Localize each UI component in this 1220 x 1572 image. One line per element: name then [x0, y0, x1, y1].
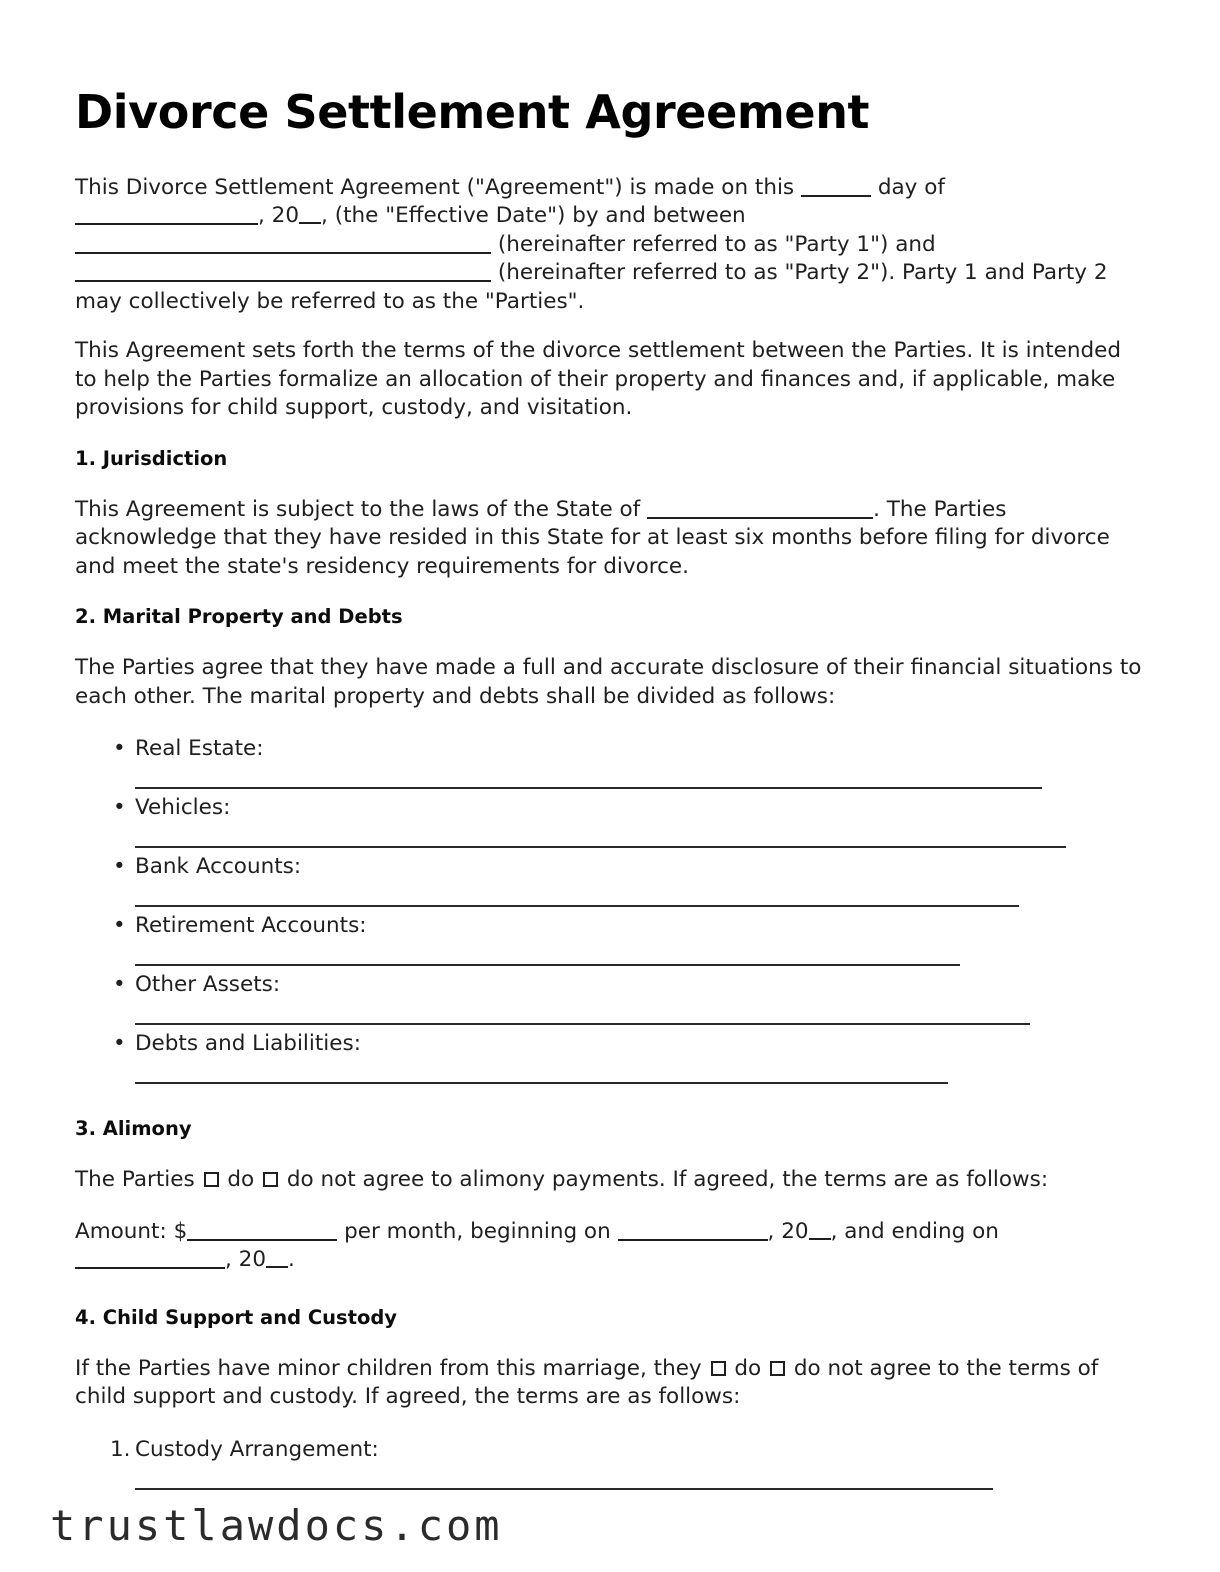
intro-text-c: , 20 — [258, 203, 300, 229]
list-item — [75, 970, 1145, 1025]
child-support-do-not-checkbox[interactable] — [770, 1361, 785, 1376]
alimony-amount-line — [75, 1218, 1145, 1275]
other-assets-blank[interactable] — [135, 1023, 1030, 1025]
jurisdiction-text-b: . The Parties acknowledge that they have resided in this State for at least six months before filing for divorce and meet the state's residency requirements for divorce. — [75, 496, 1110, 579]
section-body-alimony — [75, 1166, 1145, 1195]
intro-text-e: (hereinafter referred to as "Party 1") and — [497, 231, 936, 257]
month-blank[interactable] — [75, 208, 258, 225]
section-heading-alimony: 3. Alimony — [75, 1117, 192, 1141]
amount-text-a: Amount: $ — [75, 1218, 188, 1244]
party1-name-blank[interactable] — [75, 237, 491, 254]
bullet-icon: • — [113, 972, 126, 998]
intro-text-b: day of — [877, 174, 945, 200]
document-content — [75, 85, 1145, 1490]
debts-liabilities-blank[interactable] — [135, 1082, 948, 1084]
bank-accounts-blank[interactable] — [135, 905, 1019, 907]
alimony-end-year-blank[interactable] — [266, 1254, 288, 1268]
alimony-end-date-blank[interactable] — [75, 1252, 225, 1269]
list-item-label: Custody Arrangement: — [135, 1436, 379, 1462]
list-item — [75, 734, 1145, 789]
list-item — [75, 1029, 1145, 1084]
section-body-jurisdiction — [75, 496, 1145, 582]
list-item — [75, 852, 1145, 907]
list-item-label: Retirement Accounts: — [135, 913, 367, 939]
alimony-start-date-blank[interactable] — [618, 1224, 768, 1241]
alimony-text-a: The Parties — [75, 1167, 195, 1193]
intro-text-d: , (the "Effective Date") by and between — [321, 203, 746, 229]
child-support-do-checkbox[interactable] — [711, 1361, 726, 1376]
amount-text-f: . — [288, 1247, 295, 1273]
list-item — [75, 1435, 1145, 1490]
list-item-label: Vehicles: — [135, 795, 231, 821]
section-body-marital-property: The Parties agree that they have made a full and accurate disclosure of their financial situations to each other. The marital property and debts shall be divided as follows: — [75, 655, 1142, 709]
jurisdiction-text-a: This Agreement is subject to the laws of the State of — [75, 496, 641, 522]
amount-text-b: per month, beginning on — [344, 1218, 611, 1244]
day-blank[interactable] — [801, 180, 871, 197]
amount-text-e: , 20 — [225, 1247, 267, 1273]
list-item — [75, 911, 1145, 966]
bullet-icon: • — [113, 795, 126, 821]
alimony-do-not-checkbox[interactable] — [263, 1172, 278, 1187]
bullet-icon: • — [113, 854, 126, 880]
section-heading-child-support: 4. Child Support and Custody — [75, 1305, 398, 1329]
alimony-text-c: do not agree to alimony payments. If agreed, the terms are as follows: — [286, 1167, 1049, 1193]
amount-text-d: , and ending on — [830, 1218, 999, 1244]
property-bullet-list — [75, 734, 1145, 1084]
section-heading-marital-property: 2. Marital Property and Debts — [75, 605, 403, 629]
list-item-label: Real Estate: — [135, 736, 264, 762]
alimony-amount-blank[interactable] — [187, 1224, 337, 1241]
retirement-accounts-blank[interactable] — [135, 964, 960, 966]
list-item-label: Other Assets: — [135, 972, 281, 998]
section-body-child-support — [75, 1355, 1145, 1412]
intro-text-a: This Divorce Settlement Agreement ("Agreement") is made on this — [75, 174, 795, 200]
list-item — [75, 793, 1145, 848]
list-item-label: Debts and Liabilities: — [135, 1031, 361, 1057]
footer-watermark: trustlawdocs.com — [50, 1501, 503, 1550]
child-text-c: do not agree to the terms of child support and custody. If agreed, the terms are as follows: — [75, 1355, 1099, 1410]
bullet-icon: • — [113, 736, 126, 762]
bullet-icon: • — [113, 1031, 126, 1057]
intro-paragraph-1 — [75, 174, 1145, 317]
list-item-number: 1. — [110, 1436, 131, 1462]
alimony-start-year-blank[interactable] — [809, 1226, 831, 1240]
intro-paragraph-2: This Agreement sets forth the terms of the divorce settlement between the Parties. It is intended to help the Parties formalize an allocation of their property and finances and, if applicable, make provisions for child support, custody, and visitation. — [75, 338, 1122, 421]
intro-text-f: (hereinafter referred to as "Party 2"). Party 1 and Party 2 may collectively be referred to as the "Parties". — [75, 260, 1108, 314]
child-text-b: do — [734, 1355, 762, 1381]
alimony-text-b: do — [227, 1167, 255, 1193]
year-blank[interactable] — [299, 210, 321, 224]
custody-arrangement-blank[interactable] — [135, 1488, 993, 1490]
section-heading-jurisdiction: 1. Jurisdiction — [75, 446, 228, 470]
page-title: Divorce Settlement Agreement — [75, 85, 870, 139]
state-blank[interactable] — [647, 502, 873, 519]
list-item-label: Bank Accounts: — [135, 854, 302, 880]
party2-name-blank[interactable] — [75, 265, 491, 282]
alimony-do-checkbox[interactable] — [204, 1172, 219, 1187]
child-text-a: If the Parties have minor children from this marriage, they — [75, 1355, 702, 1381]
custody-numbered-list — [75, 1435, 1145, 1490]
vehicles-blank[interactable] — [135, 846, 1066, 848]
real-estate-blank[interactable] — [135, 787, 1042, 789]
bullet-icon: • — [113, 913, 126, 939]
amount-text-c: , 20 — [767, 1218, 809, 1244]
